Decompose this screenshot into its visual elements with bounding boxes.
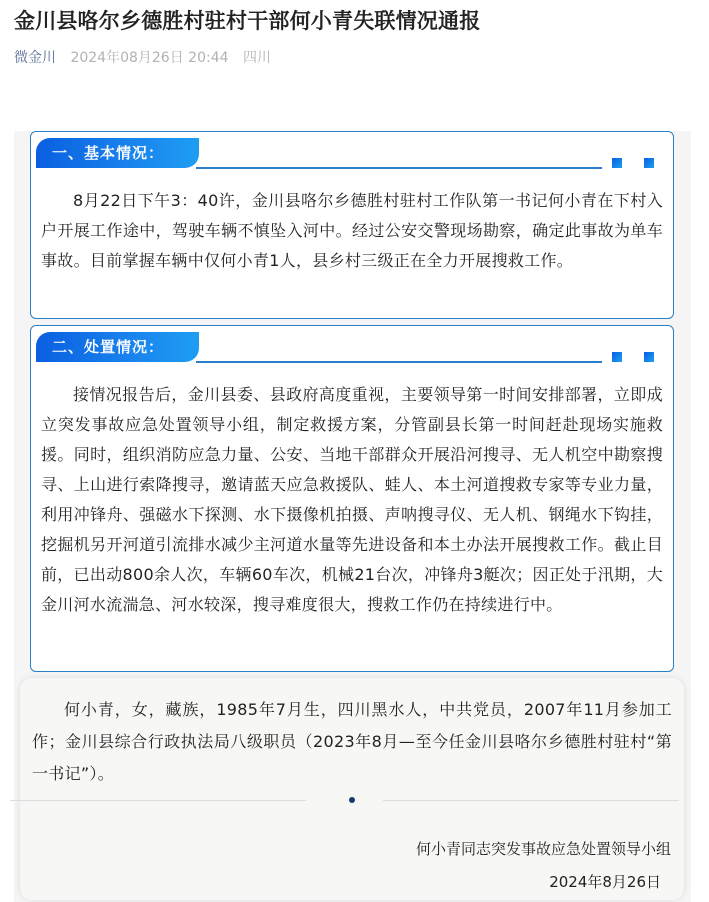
square-decoration-icon (644, 158, 654, 168)
section-body: 接情况报告后，金川县委、县政府高度重视，主要领导第一时间安排部署，立即成立突发事故应急处置领导小组，制定救援方案，分管副县长第一时间赶赴现场实施救援。同时，组织消防应急力量、公安、当地干部群众开展沿河搜寻、无人机空中勘察搜寻、上山进行索降搜寻，邀请蓝天应急救援队、蛙人、本土河道搜救专家等专业力量，利用冲锋舟、强磁水下探测、水下摄像机拍摄、声呐搜寻仪、无人机、钢绳水下钩挂，挖掘机另开河道引流排水减少主河道水量等先进设备和本土办法开展搜救工作。截止目前，已出动800余人次，车辆60车次，机械21台次，冲锋舟3艇次；因正处于汛期，大金川河水流湍急、河水较深，搜寻难度很大，搜救工作仍在持续进行中。 (41, 385, 663, 614)
profile-text: 何小青，女，藏族，1985年7月生，四川黑水人，中共党员，2007年11月参加工作；金川县综合行政执法局八级职员（2023年8月—至今任金川县咯尔乡德胜村驻村“第一书记”）。 (32, 700, 672, 783)
section-header (36, 332, 666, 364)
divider-line (383, 800, 679, 801)
publish-date: 2024年08月26日 20:44 (70, 50, 229, 66)
square-decoration-icon (612, 158, 622, 168)
section-heading: 一、基本情况： (36, 138, 199, 168)
article-meta (14, 48, 271, 68)
divider-line (10, 800, 306, 801)
section-header-line (196, 361, 602, 363)
article-title: 金川县咯尔乡德胜村驻村干部何小青失联情况通报 (14, 9, 481, 33)
section-heading: 二、处置情况： (36, 332, 199, 362)
signature-date: 2024年8月26日 (549, 873, 661, 891)
account-name-link[interactable]: 微金川 (14, 50, 56, 66)
section-body: 8月22日下午3：40许，金川县咯尔乡德胜村驻村工作队第一书记何小青在下村入户开展工作途中，驾驶车辆不慎坠入河中。经过公安交警现场勘察，确定此事故为单车事故。目前掌握车辆中仅何小青1人，县乡村三级正在全力开展搜救工作。 (41, 191, 663, 270)
publish-location: 四川 (242, 50, 271, 66)
square-decoration-icon (644, 352, 654, 362)
divider-dot-icon (349, 797, 355, 803)
section-response (30, 325, 674, 672)
section-header-line (196, 167, 602, 169)
signature-organization: 何小青同志突发事故应急处置领导小组 (415, 840, 671, 858)
profile-card (20, 678, 684, 900)
square-decoration-icon (612, 352, 622, 362)
section-basic-info (30, 131, 674, 319)
section-header (36, 138, 666, 170)
